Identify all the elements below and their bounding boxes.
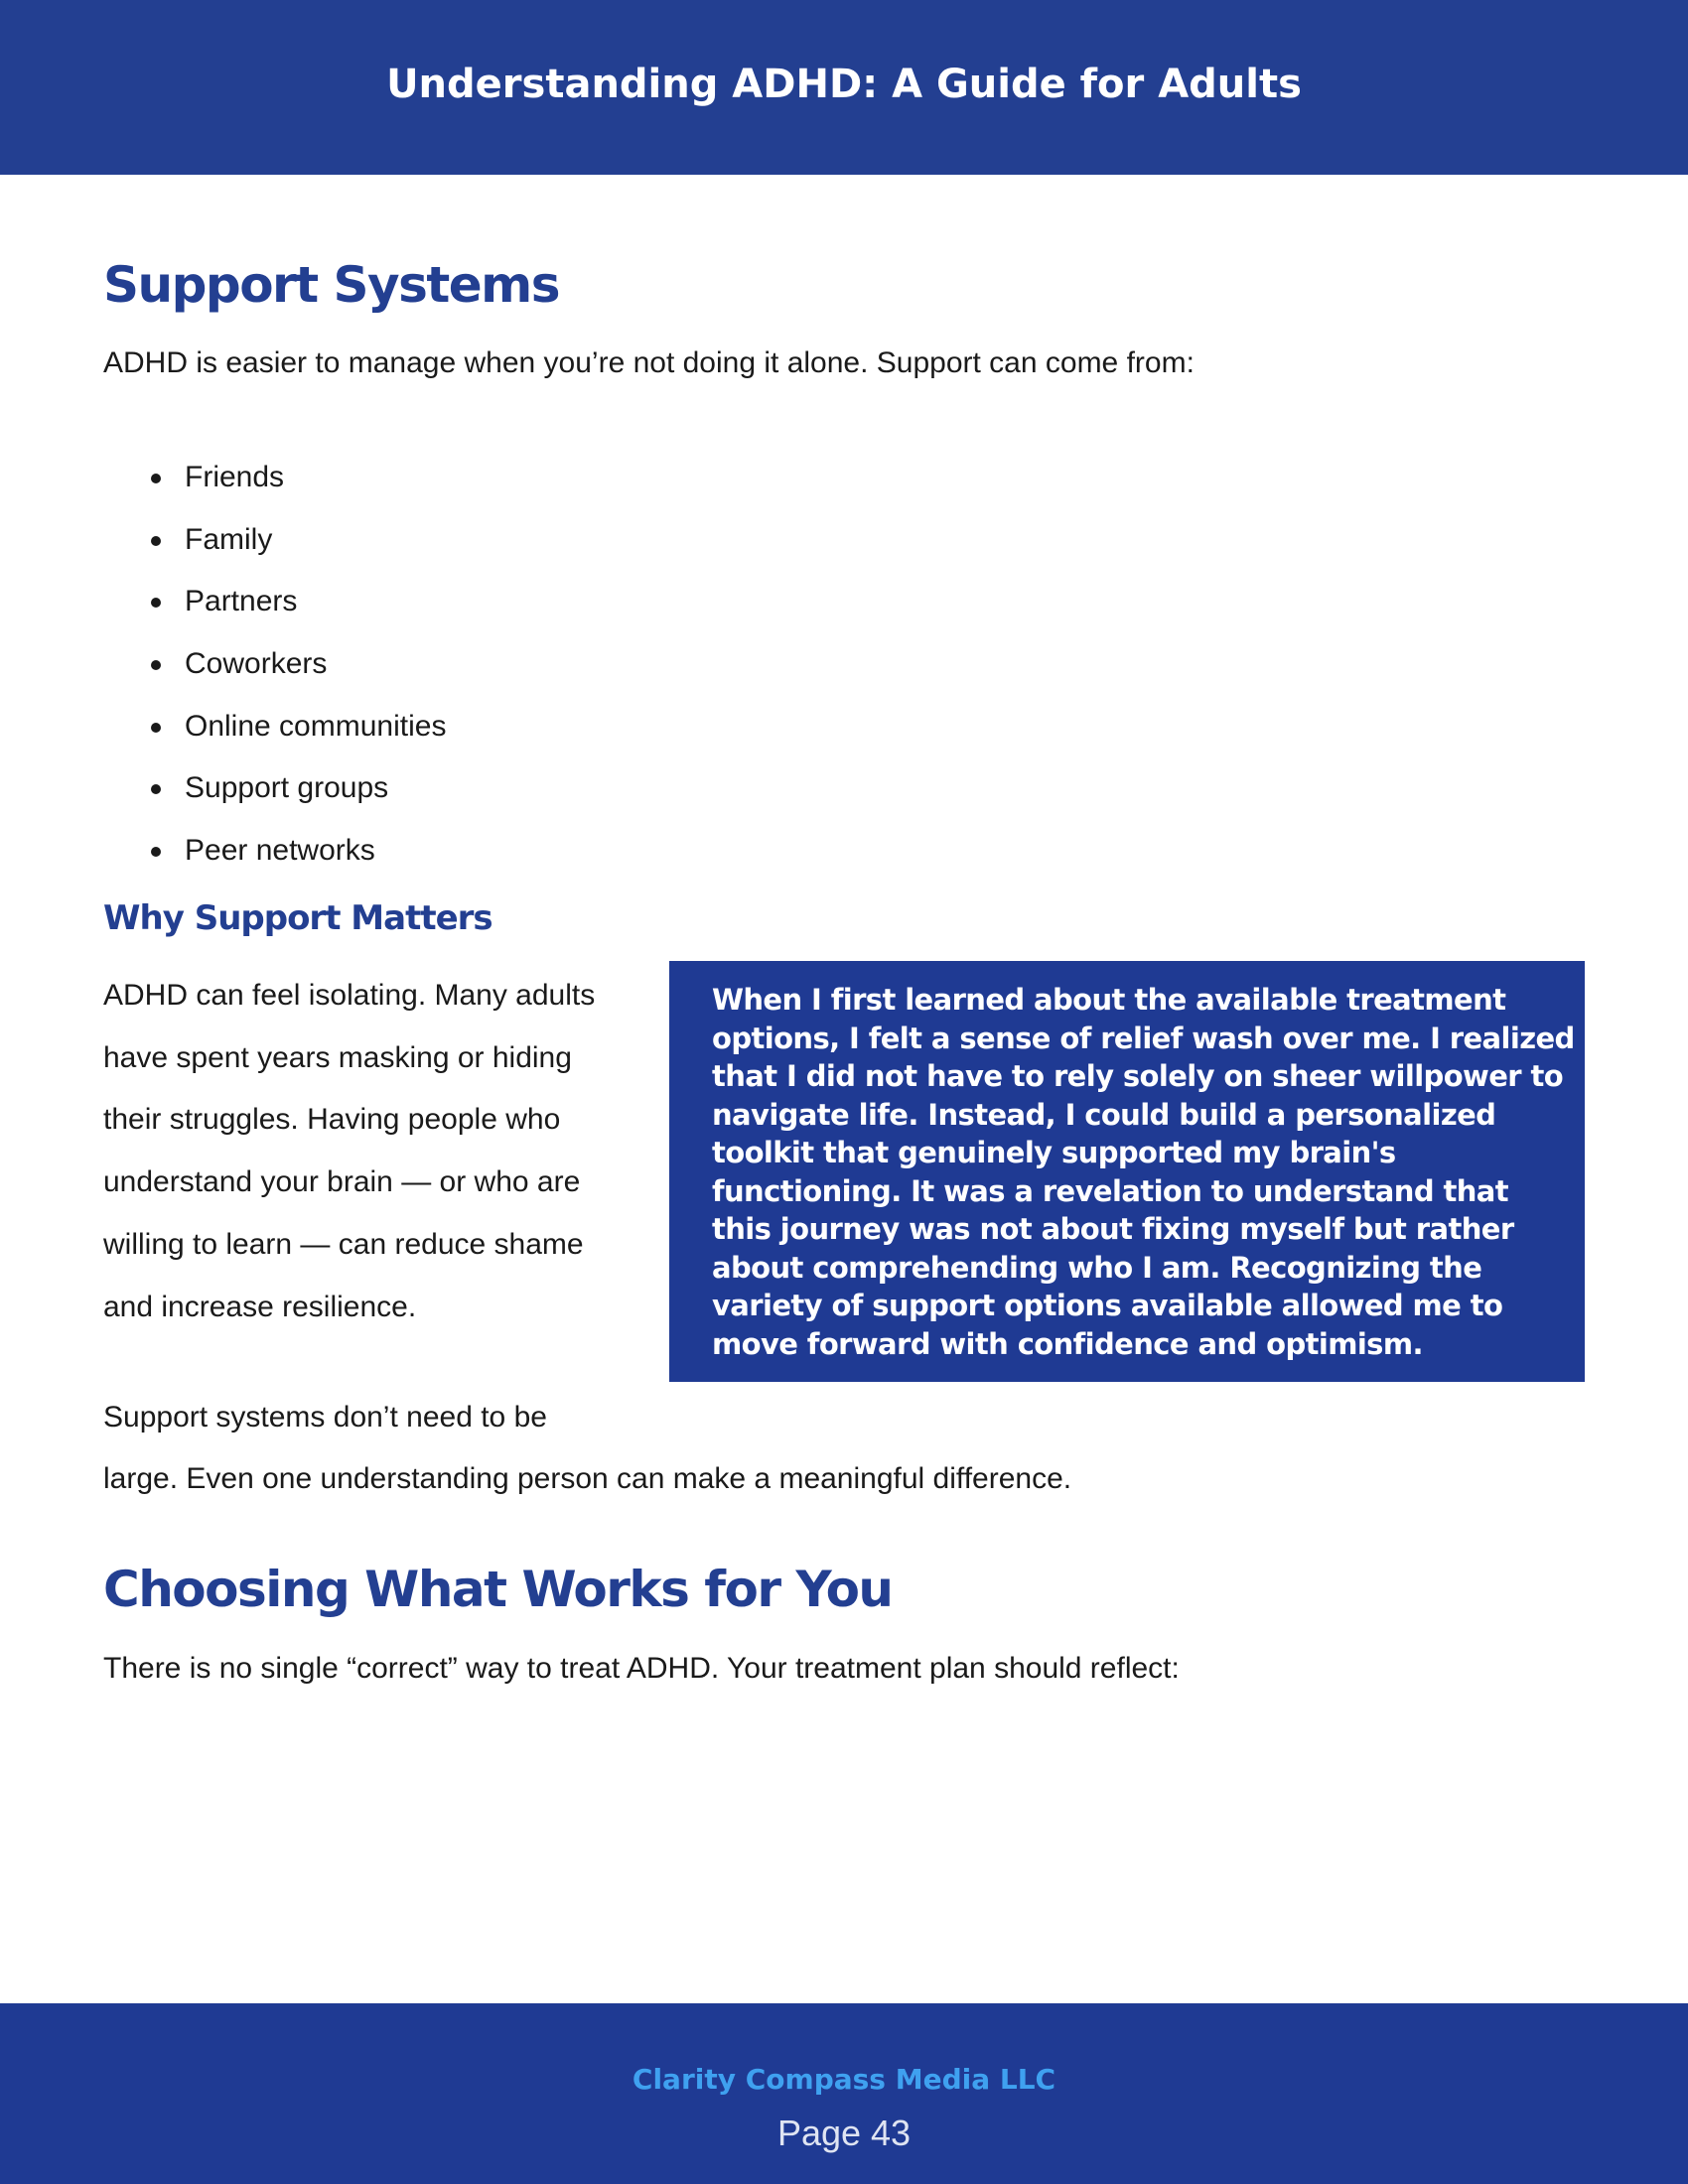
quote-line: this journey was not about fixing myself but rather xyxy=(712,1212,1514,1246)
bullet-dot xyxy=(151,723,161,733)
choosing-intro: There is no single “correct” way to treat ADHD. Your treatment plan should reflect: xyxy=(103,1652,1180,1685)
bullet-dot xyxy=(151,536,161,546)
bullet-dot xyxy=(151,784,161,794)
header-title: Understanding ADHD: A Guide for Adults xyxy=(386,62,1302,107)
body-line: willing to learn — can reduce shame xyxy=(103,1227,584,1261)
bullet-dot xyxy=(151,598,161,608)
quote-line: When I first learned about the available treatment xyxy=(712,983,1506,1017)
support-sources-list xyxy=(103,450,446,886)
page-number: Page 43 xyxy=(776,2113,912,2153)
why-support-body xyxy=(103,965,659,1338)
heading-support-systems: Support Systems xyxy=(103,256,560,314)
quote-line: that I did not have to rely solely on sheer willpower to xyxy=(712,1059,1564,1093)
list-item xyxy=(103,636,446,699)
support-closing-line-2: large. Even one understanding person can make a meaningful difference. xyxy=(103,1462,1072,1495)
quote-line: about comprehending who I am. Recognizing the xyxy=(712,1250,1482,1285)
list-item xyxy=(103,450,446,512)
quote-line: options, I felt a sense of relief wash over me. I realized xyxy=(712,1021,1575,1055)
list-item-label: Family xyxy=(185,522,273,556)
list-item-label: Peer networks xyxy=(185,834,375,868)
list-item xyxy=(103,823,446,886)
list-item-label: Partners xyxy=(185,585,298,618)
bullet-dot xyxy=(151,847,161,857)
heading-why-support-matters: Why Support Matters xyxy=(103,898,492,938)
body-line: understand your brain — or who are xyxy=(103,1165,581,1199)
page-footer xyxy=(0,2003,1688,2184)
heading-choosing-what-works: Choosing What Works for You xyxy=(103,1561,893,1618)
quote-line: move forward with confidence and optimism. xyxy=(712,1326,1423,1361)
list-item-label: Online communities xyxy=(185,709,447,743)
bullet-dot xyxy=(151,660,161,670)
body-line: their struggles. Having people who xyxy=(103,1103,561,1137)
list-item-label: Coworkers xyxy=(185,647,328,681)
list-item xyxy=(103,699,446,761)
list-item-label: Friends xyxy=(185,461,285,493)
footer-company: Clarity Compass Media LLC xyxy=(632,2063,1056,2096)
page-header xyxy=(0,0,1688,175)
quote-callout xyxy=(669,961,1585,1382)
quote-line: toolkit that genuinely supported my brain's xyxy=(712,1136,1396,1169)
list-item-label: Support groups xyxy=(185,771,389,805)
quote-line: functioning. It was a revelation to understand that xyxy=(712,1173,1509,1208)
support-intro: ADHD is easier to manage when you’re not doing it alone. Support can come from: xyxy=(103,346,1195,379)
list-item xyxy=(103,574,446,636)
body-line: have spent years masking or hiding xyxy=(103,1040,572,1074)
bullet-dot xyxy=(151,474,161,483)
quote-line: variety of support options available allowed me to xyxy=(712,1289,1503,1322)
quote-line: navigate life. Instead, I could build a personalized xyxy=(712,1097,1496,1132)
list-item xyxy=(103,512,446,575)
body-line: ADHD can feel isolating. Many adults xyxy=(103,979,596,1012)
support-closing-line-1: Support systems don’t need to be xyxy=(103,1401,547,1433)
list-item xyxy=(103,760,446,823)
body-line: and increase resilience. xyxy=(103,1290,417,1323)
